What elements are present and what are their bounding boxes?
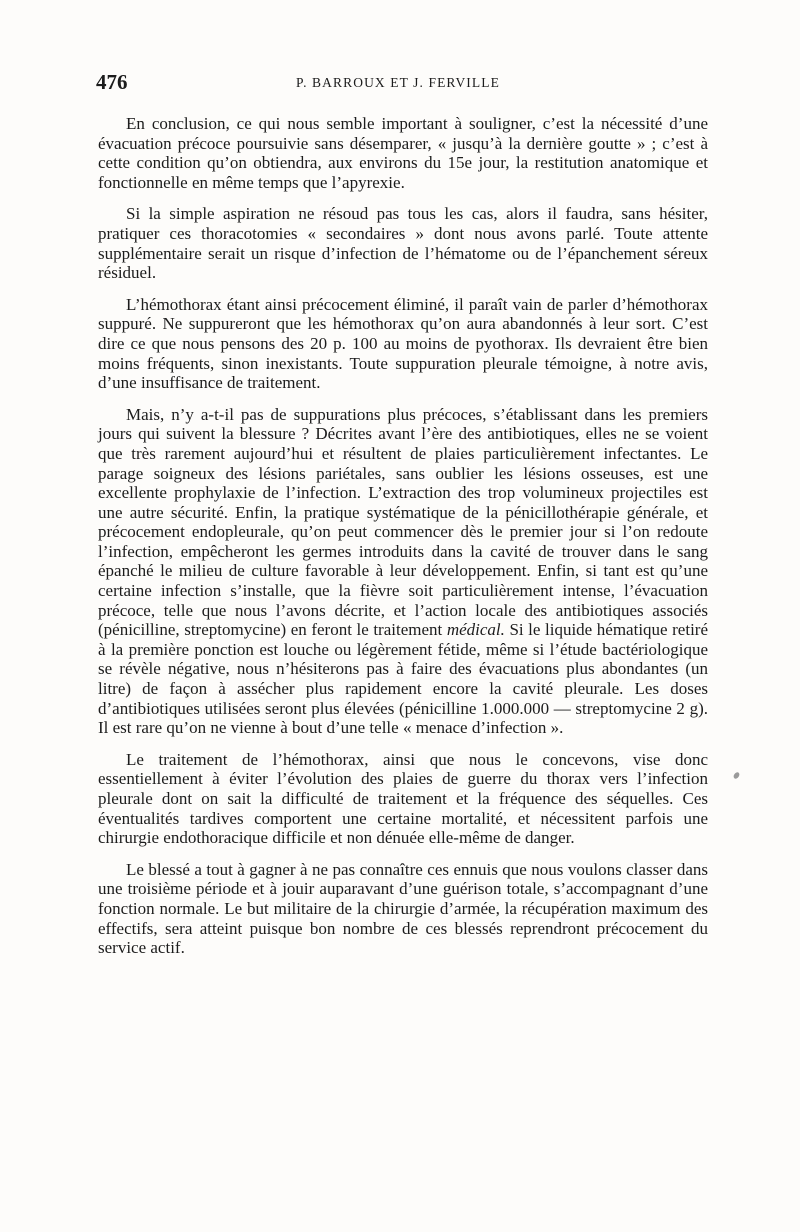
body-text	[98, 114, 708, 970]
paragraph-hemothorax-suppure: L’hémothorax étant ainsi précocement éliminé, il paraît vain de parler d’hémothorax suppuré. Ne suppureront que les hémothorax qu’on aura abandonnés à leur sort. C’est dire ce que nous pensons des 20 p. 100 au moins de pyothorax. Ils devraient être bien moins fréquents, sinon inexistants. Toute suppuration pleurale témoigne, à notre avis, d’une insuffisance de traitement.	[98, 294, 708, 393]
paragraph-suppurations-main: Mais, n’y a-t-il pas de suppurations plus précoces, s’établissant dans les premiers jours qui suivent la blessure ? Décrites avant l’ère des antibiotiques, elles ne se voient que très rarement aujourd’hui et résultent de plaies particulièrement infectantes. Le parage soigneux des lésions pariétales, sans oublier les lésions osseuses, est une excellente prophylaxie de l’infection. L’extraction des trop volumineux projectiles est une autre sécurité. Enfin, la pratique systématique de la pénicillothérapie générale, et précocement endopleurale, qu’on peut commencer dès le premier jour si l’on redoute l’infection, empêcheront les germes introduits dans la cavité de trouver dans le sang épanché le milieu de culture favorable à leur développement. Enfin, si tant est qu’une certaine infection s’installe, que la fièvre soit particulièrement intense, l’évacuation précoce, telle que nous l’avons décrite, et l’action locale des antibiotiques associés (pénicilline, streptomycine) en feront le traitement	[98, 404, 708, 640]
paragraph-suppurations-precoces	[98, 405, 708, 738]
paragraph-thoracotomies: Si la simple aspiration ne résoud pas tous les cas, alors il faudra, sans hésiter, pratiquer ces thoracotomies « secondaires » dont nous avons parlé. Toute attente supplémentaire serait un risque d’infection de l’hématome ou de l’épanchement séreux résiduel.	[98, 204, 708, 283]
paragraph-conclusion: En conclusion, ce qui nous semble important à souligner, c’est la nécessité d’une évacuation précoce poursuivie sans désemparer, « jusqu’à la dernière goutte » ; c’est à cette condition qu’on obtiendra, aux environs du 15e jour, la restitution anatomique et fonctionnelle en même temps que l’apyrexie.	[98, 114, 708, 192]
paragraph-traitement: Le traitement de l’hémothorax, ainsi que nous le concevons, vise donc essentiellement à éviter l’évolution des plaies de guerre du thorax vers l’infection pleurale dont on sait la difficulté de traitement et la fréquence des séquelles. Ces éventualités tardives comportent une certaine mortalité, et nécessitent parfois une chirurgie endothoracique difficile et non dénuée elle-même de danger.	[98, 749, 708, 848]
italic-medical: médical.	[446, 620, 505, 640]
paragraph-blesse: Le blessé a tout à gagner à ne pas connaître ces ennuis que nous voulons classer dans une troisième période et à jouir auparavant d’une guérison totale, s’accompagnant d’une fonction normale. Le but militaire de la chirurgie d’armée, la récupération maximum des effectifs, sera atteint puisque bon nombre de ces blessés reprendront précocement du service actif.	[98, 859, 708, 958]
paragraph-suppurations-tail: Si le liquide hématique retiré à la première ponction est louche ou légèrement fétide, même si l’étude bactériologique se révèle négative, nous n’hésiterons pas à faire des évacuations plus abondantes (un litre) de façon à assécher plus rapidement encore la cavité pleurale. Les doses d’antibiotiques utilisées seront plus élevées (pénicilline 1.000.000 — streptomycine 2 g). Il est rare qu’on ne vienne à bout d’une telle « menace d’infection ».	[98, 620, 709, 738]
ink-speck	[732, 771, 740, 780]
running-head: P. BARROUX ET J. FERVILLE	[296, 75, 500, 90]
page-number: 476	[96, 70, 128, 94]
page-header	[96, 70, 706, 100]
